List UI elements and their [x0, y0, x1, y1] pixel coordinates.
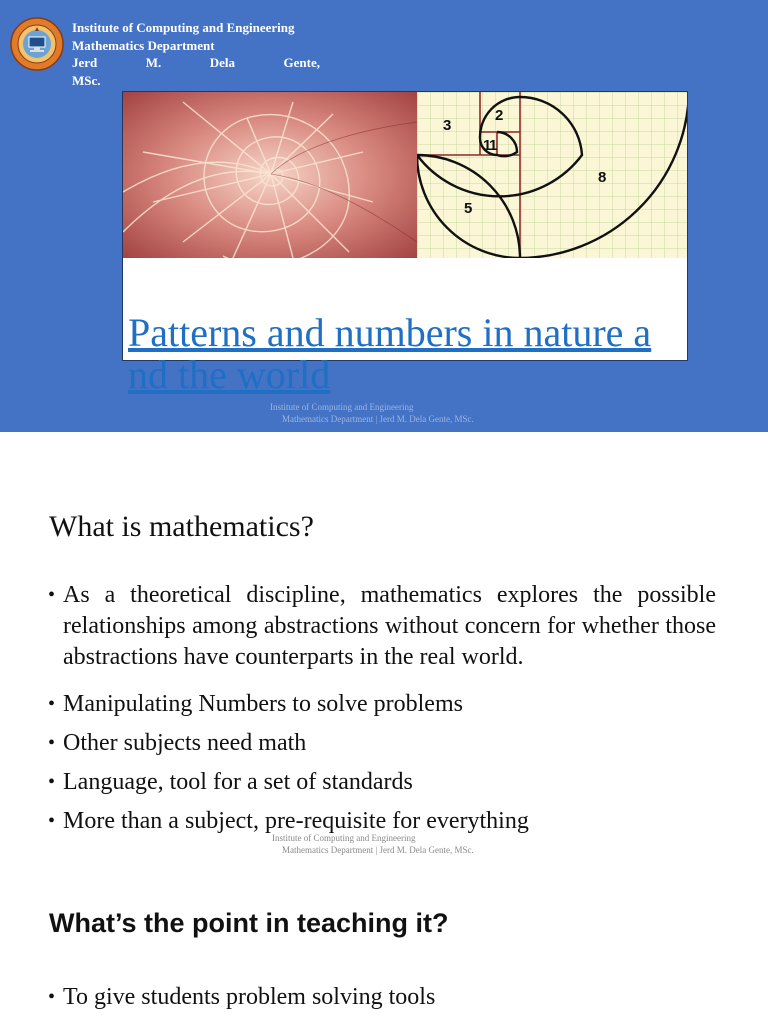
slide-point-of-teaching	[0, 864, 768, 1024]
bullet-item: • Language, tool for a set of standards	[48, 767, 716, 798]
fib-label-2: 2	[495, 107, 504, 124]
header-degree: MSc.	[72, 72, 101, 88]
slide-title	[0, 0, 768, 432]
bullet-item: • More than a subject, pre-requisite for everything	[48, 806, 716, 837]
footer-institute: Institute of Computing and Engineering	[270, 402, 414, 412]
slide3-bullet-list	[48, 982, 716, 1013]
slide2-title: What is mathematics?	[49, 510, 314, 543]
header-info	[72, 19, 320, 89]
footer-department: Mathematics Department | Jerd M. Dela Gente, MSc.	[282, 845, 474, 855]
slide-what-is-mathematics	[0, 432, 768, 864]
slide2-bullet-list-main	[48, 580, 716, 673]
bullet-item: • Other subjects need math	[48, 728, 716, 759]
bullet-item: • As a theoretical discipline, mathematics explores the possible relationships among abstractions without concern for whether those abstractions have counterparts in the real world.	[48, 580, 716, 673]
institute-logo-icon	[10, 17, 64, 71]
nautilus-shell-image	[123, 92, 417, 258]
slide3-title: What’s the point in teaching it?	[49, 908, 449, 938]
header-institute: Institute of Computing and Engineering	[72, 20, 295, 35]
footer-department: Mathematics Department | Jerd M. Dela Gente, MSc.	[282, 414, 474, 424]
fib-label-1b: 1	[489, 137, 498, 154]
slide-title-link[interactable]: Patterns and numbers in nature and the world	[128, 310, 652, 397]
header-author: Jerd M. Dela Gente,	[72, 55, 320, 70]
fib-label-1a: 1	[483, 137, 492, 154]
fib-label-3: 3	[443, 117, 452, 134]
fibonacci-spiral-diagram	[417, 92, 688, 258]
slide2-footer	[272, 832, 572, 856]
slide1-footer	[270, 401, 570, 425]
slide2-bullet-list	[48, 689, 716, 845]
fib-label-8: 8	[598, 169, 607, 186]
bullet-item: • To give students problem solving tools	[48, 982, 716, 1013]
fib-label-5: 5	[464, 200, 473, 217]
bullet-item: • Manipulating Numbers to solve problems	[48, 689, 716, 720]
footer-institute: Institute of Computing and Engineering	[272, 833, 416, 843]
header-department: Mathematics Department	[72, 37, 215, 53]
